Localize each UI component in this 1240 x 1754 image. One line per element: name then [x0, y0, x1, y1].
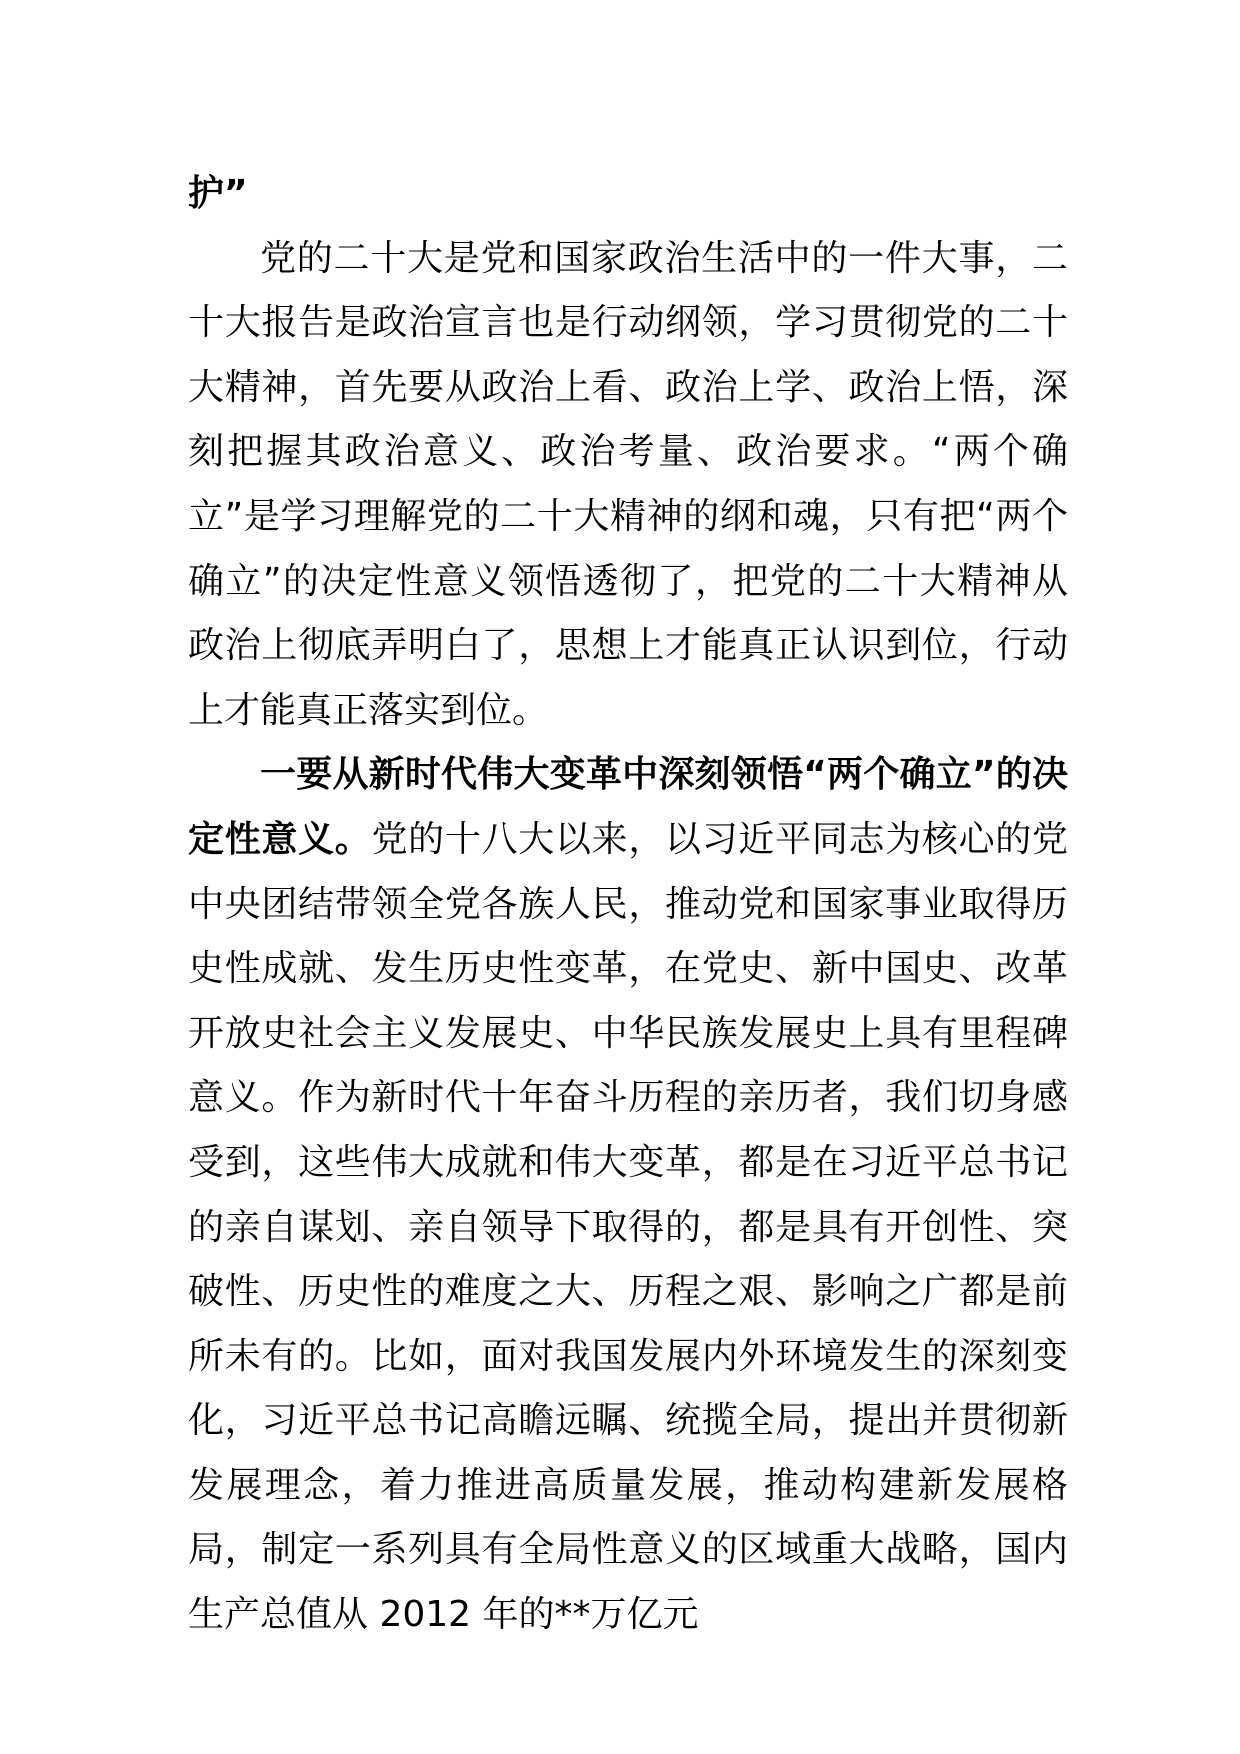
document-body — [188, 162, 1068, 1648]
paragraph-2-body: 党的十八大以来，以习近平同志为核心的党中央团结带领全党各族人民，推动党和国家事业取得历史性成就、发生历史性变革，在党史、新中国史、改革开放史社会主义发展史、中华民族发展史上具有里程碑意义。作为新时代十年奋斗历程的亲历者，我们切身感受到，这些伟大成就和伟大变革，都是在习近平总书记的亲自谋划、亲自领导下取得的，都是具有开创性、突破性、历史性的难度之大、历程之艰、影响之广都是前所未有的。比如，面对我国发展内外环境发生的深刻变化，习近平总书记高瞻远瞩、统揽全局，提出并贯彻新发展理念，着力推进高质量发展，推动构建新发展格局，制定一系列具有全局性意义的区域重大战略，国内生产总值从 2012 年的**万亿元 — [188, 818, 1068, 1636]
paragraph-2-lead: 一要从新时代伟大变革中深刻领悟“两个确立”的决定性意义。 — [188, 754, 1068, 860]
paragraph-1: 党的二十大是党和国家政治生活中的一件大事，二十大报告是政治宣言也是行动纲领，学习贯彻党的二十大精神，首先要从政治上看、政治上学、政治上悟，深刻把握其政治意义、政治考量、政治要求。“两个确立”是学习理解党的二十大精神的纲和魂，只有把“两个确立”的决定性意义领悟透彻了，把党的二十大精神从政治上彻底弄明白了，思想上才能真正认识到位，行动上才能真正落实到位。 — [188, 237, 1068, 731]
paragraph-2 — [188, 743, 1068, 1647]
fragment-heading: 护” — [188, 173, 248, 214]
